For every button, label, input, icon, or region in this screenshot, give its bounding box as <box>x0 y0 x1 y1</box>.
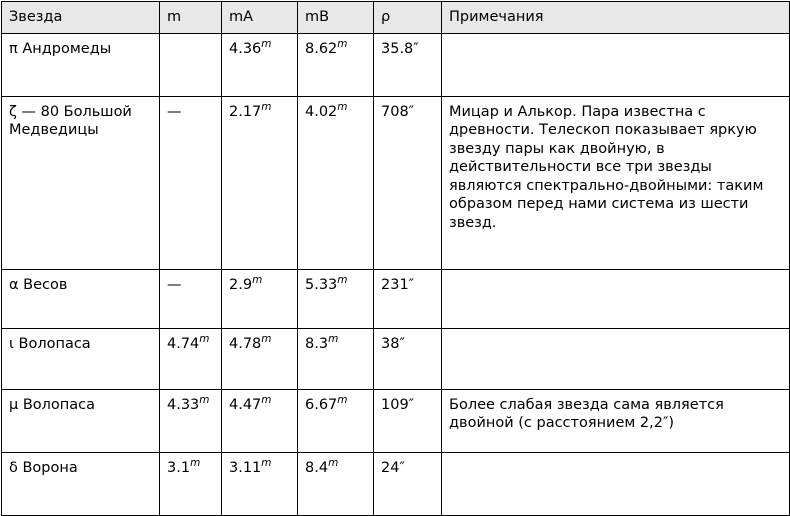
cell-ma-value: 2.17 <box>229 103 262 120</box>
cell-mb-value: 8.3 <box>305 335 329 352</box>
cell-star-name: δ Ворона <box>2 452 160 515</box>
cell-mb <box>298 33 374 96</box>
cell-notes <box>442 269 790 328</box>
cell-ma-sup: m <box>261 100 272 113</box>
cell-ma-value: 2.9 <box>229 276 253 293</box>
cell-mb <box>298 389 374 452</box>
cell-m-sup: m <box>199 332 210 345</box>
cell-ma-sup: m <box>252 273 263 286</box>
cell-mb-sup: m <box>337 100 348 113</box>
cell-mb-sup: m <box>328 332 339 345</box>
cell-star-name: ζ — 80 Большой Медведицы <box>2 96 160 269</box>
cell-ma-value: 4.47 <box>229 396 262 413</box>
table-row <box>2 269 790 328</box>
cell-ma <box>222 452 298 515</box>
cell-ma-sup: m <box>261 393 272 406</box>
cell-notes <box>442 452 790 515</box>
cell-m: — <box>160 96 222 269</box>
cell-star-name: α Весов <box>2 269 160 328</box>
table-header <box>2 2 790 34</box>
table-body <box>2 33 790 515</box>
cell-mb-value: 4.02 <box>305 103 338 120</box>
cell-m <box>160 389 222 452</box>
cell-star-name: π Андромеды <box>2 33 160 96</box>
cell-rho: 24″ <box>374 452 442 515</box>
column-header-rho: ρ <box>374 2 442 34</box>
cell-m-value: 3.1 <box>167 459 191 476</box>
cell-rho: 708″ <box>374 96 442 269</box>
cell-ma-value: 4.36 <box>229 40 262 57</box>
cell-ma <box>222 96 298 269</box>
cell-mb-sup: m <box>337 273 348 286</box>
cell-notes: Более слабая звезда сама является двойной (с расстоянием 2,2″) <box>442 389 790 452</box>
column-header-m: m <box>160 2 222 34</box>
cell-mb-sup: m <box>337 37 348 50</box>
cell-ma <box>222 328 298 389</box>
cell-ma <box>222 269 298 328</box>
cell-mb-value: 5.33 <box>305 276 338 293</box>
cell-notes <box>442 328 790 389</box>
cell-mb <box>298 452 374 515</box>
cell-ma-sup: m <box>261 456 272 469</box>
table-header-row <box>2 2 790 34</box>
cell-rho: 231″ <box>374 269 442 328</box>
column-header-ma: mA <box>222 2 298 34</box>
cell-ma-value: 3.11 <box>229 459 262 476</box>
cell-m-sup: m <box>199 393 210 406</box>
cell-ma-sup: m <box>261 37 272 50</box>
cell-m-value: 4.33 <box>167 396 200 413</box>
cell-mb <box>298 328 374 389</box>
column-header-notes: Примечания <box>442 2 790 34</box>
cell-ma <box>222 33 298 96</box>
cell-m <box>160 452 222 515</box>
cell-star-name: μ Волопаса <box>2 389 160 452</box>
cell-mb-sup: m <box>337 393 348 406</box>
cell-rho: 35.8″ <box>374 33 442 96</box>
cell-ma-sup: m <box>261 332 272 345</box>
column-header-star: Звезда <box>2 2 160 34</box>
table-row <box>2 389 790 452</box>
cell-m <box>160 328 222 389</box>
cell-notes <box>442 33 790 96</box>
cell-m <box>160 33 222 96</box>
double-stars-table <box>1 1 790 516</box>
cell-mb-value: 8.62 <box>305 40 338 57</box>
table-row <box>2 33 790 96</box>
table-row <box>2 328 790 389</box>
cell-ma <box>222 389 298 452</box>
cell-mb-value: 8.4 <box>305 459 329 476</box>
document-page <box>0 1 790 476</box>
cell-rho: 38″ <box>374 328 442 389</box>
table-row <box>2 452 790 515</box>
cell-m-value: 4.74 <box>167 335 200 352</box>
cell-m: — <box>160 269 222 328</box>
cell-mb <box>298 96 374 269</box>
cell-rho: 109″ <box>374 389 442 452</box>
table-row <box>2 96 790 269</box>
cell-star-name: ι Волопаса <box>2 328 160 389</box>
cell-m-sup: m <box>190 456 201 469</box>
cell-notes: Мицар и Алькор. Пара известна с древности. Телескоп показывает яркую звезду пары как двойную, в действительности все три звезды являются спектрально-двойными: таким образом перед нами система из шести звезд. <box>442 96 790 269</box>
cell-ma-value: 4.78 <box>229 335 262 352</box>
cell-mb <box>298 269 374 328</box>
cell-mb-value: 6.67 <box>305 396 338 413</box>
cell-mb-sup: m <box>328 456 339 469</box>
column-header-mb: mB <box>298 2 374 34</box>
